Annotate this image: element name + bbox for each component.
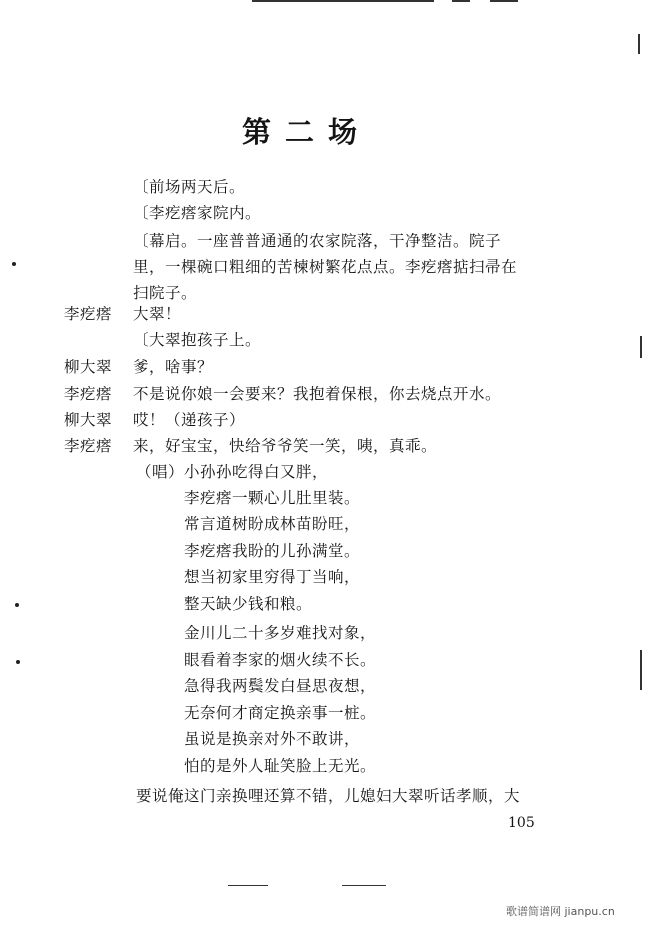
scan-speck: [12, 262, 16, 266]
stage-direction: 〔李疙瘩家院内。: [133, 204, 262, 222]
stage-direction: 〔幕启。一座普普通通的农家院落，干净整洁。院子: [133, 232, 502, 250]
song-line: 李疙瘩一颗心儿肚里装。: [184, 489, 361, 507]
song-line: 急得我两鬓发白昼思夜想，: [184, 677, 377, 695]
top-edge-mark: [452, 0, 470, 2]
scan-speck: [15, 603, 19, 607]
speaker-name: 柳大翠: [64, 411, 113, 429]
dialogue-line: 来，好宝宝，快给爷爷笑一笑，咦，真乖。: [133, 437, 438, 455]
song-line: 整天缺少钱和粮。: [184, 595, 313, 613]
top-edge-line: [252, 0, 434, 2]
dialogue-line: 爹，啥事？: [133, 358, 214, 376]
watermark: 歌谱简谱网 jianpu.cn: [506, 905, 615, 918]
dialogue-line: 不是说你娘一会要来？我抱着保根，你去烧点开水。: [133, 385, 502, 403]
song-line: 虽说是换亲对外不敢讲，: [184, 730, 361, 748]
bottom-edge-line: [228, 885, 268, 886]
margin-mark: [640, 650, 642, 690]
stage-direction: 里，一棵碗口粗细的苦楝树繁花点点。李疙瘩掂扫帚在: [133, 258, 518, 276]
song-line: 金川儿二十多岁难找对象，: [184, 624, 377, 642]
song-label: （唱）: [136, 463, 185, 481]
speaker-name: 李疙瘩: [64, 305, 113, 323]
song-line: 常言道树盼成林苗盼旺，: [184, 515, 361, 533]
speaker-name: 柳大翠: [64, 358, 113, 376]
scene-title: 第二场: [242, 115, 372, 149]
bottom-edge-line: [342, 885, 386, 886]
song-line: 小孙孙吃得白又胖，: [184, 463, 329, 481]
closing-line: 要说俺这门亲换哩还算不错，儿媳妇大翠听话孝顺，大: [136, 787, 521, 805]
margin-mark: [640, 336, 642, 358]
top-edge-mark: [490, 0, 518, 2]
scan-speck: [16, 660, 20, 664]
song-line: 眼看着李家的烟火续不长。: [184, 651, 377, 669]
song-line: 无奈何才商定换亲事一桩。: [184, 704, 377, 722]
speaker-name: 李疙瘩: [64, 385, 113, 403]
stage-direction: 〔大翠抱孩子上。: [133, 331, 262, 349]
margin-mark: [638, 34, 640, 54]
song-line: 怕的是外人耻笑脸上无光。: [184, 757, 377, 775]
stage-direction: 扫院子。: [133, 284, 198, 302]
stage-direction: 〔前场两天后。: [133, 178, 246, 196]
dialogue-line: 大翠！: [133, 305, 182, 323]
speaker-name: 李疙瘩: [64, 437, 113, 455]
song-line: 想当初家里穷得丁当响，: [184, 568, 361, 586]
page-number: 105: [508, 815, 535, 831]
dialogue-line: 哎！（递孩子）: [133, 411, 246, 429]
song-line: 李疙瘩我盼的儿孙满堂。: [184, 542, 361, 560]
